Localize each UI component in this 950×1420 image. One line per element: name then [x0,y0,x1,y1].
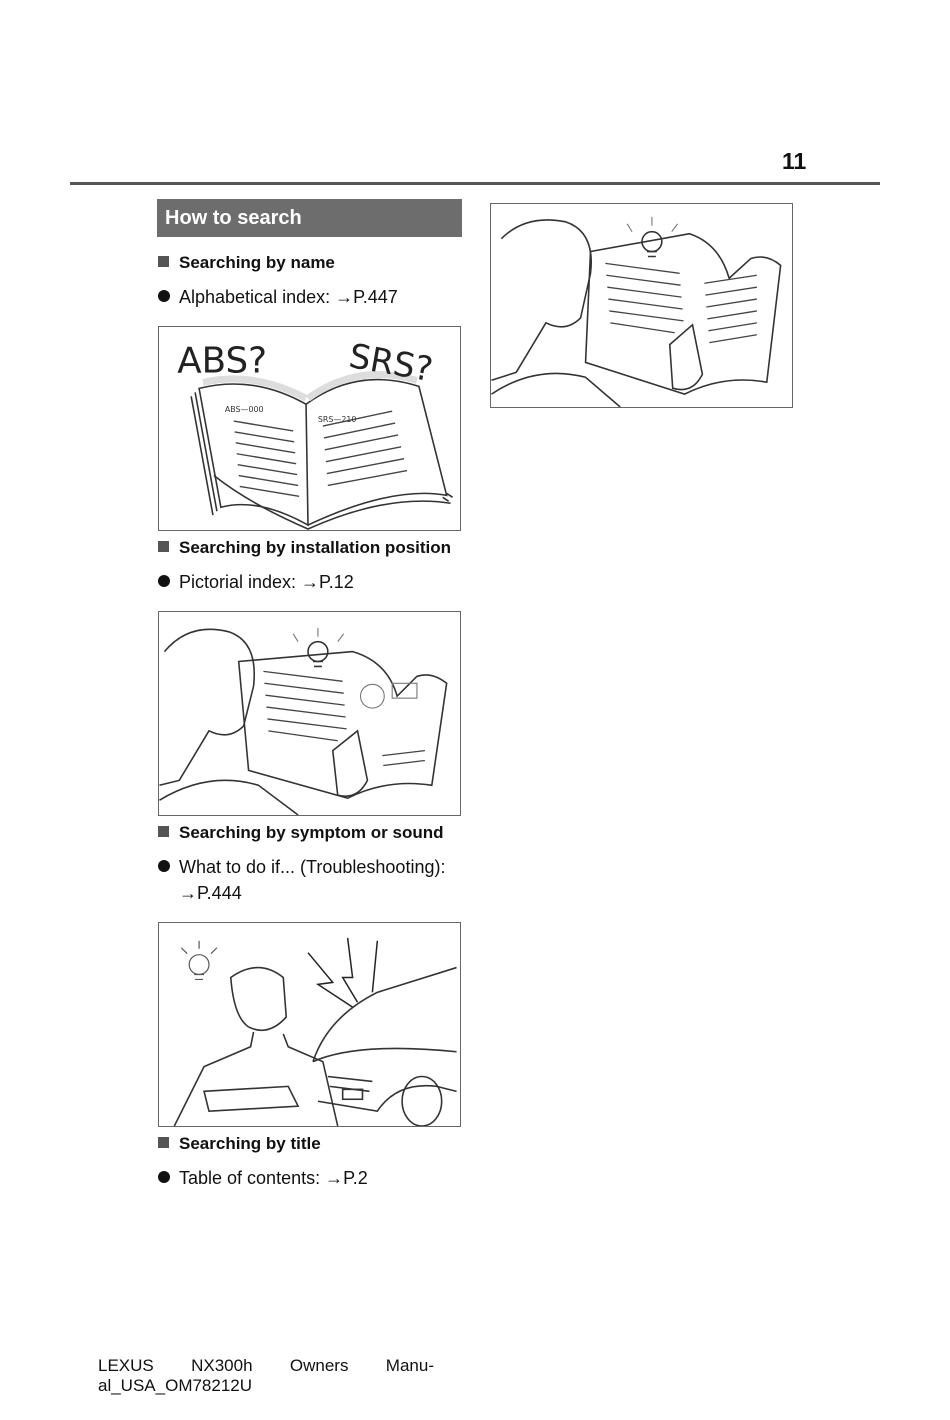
heading-text: Searching by symptom or sound [179,823,444,842]
bullet-text[interactable]: Alphabetical index: →P.447 [179,287,398,307]
footer [98,1356,434,1396]
figure-reader-pictorial [158,611,461,816]
heading-text: Searching by name [179,253,335,272]
bullet-text[interactable]: Table of contents: →P.2 [179,1168,368,1188]
srs-tag: SRS—210 [317,415,357,425]
bullet-text-line2[interactable]: →P.444 [179,883,242,903]
page-number: 11 [782,148,807,174]
round-bullet-icon [158,1171,170,1183]
heading-text: Searching by title [179,1134,321,1153]
bullet-table-of-contents [158,1165,368,1191]
footer-line-2: al_USA_OM78212U [98,1376,253,1395]
srs-label: SRS? [346,336,436,390]
figure-open-book-abs-srs [158,326,461,531]
footer-word: Manu- [385,1356,434,1375]
figure-person-and-car [158,922,461,1127]
round-bullet-icon [158,860,170,872]
square-bullet-icon [158,1137,169,1148]
footer-word: LEXUS [98,1356,154,1375]
heading-search-by-name [158,253,335,273]
heading-text: Searching by installation position [179,538,452,557]
square-bullet-icon [158,256,169,267]
open-book-illustration [159,327,460,530]
abs-label: ABS? [177,340,268,382]
footer-line-1 [98,1356,434,1376]
bullet-pictorial-index [158,569,354,595]
square-bullet-icon [158,826,169,837]
person-with-car-illustration [159,923,460,1126]
person-reading-illustration [159,612,460,815]
footer-word: Owners [289,1356,349,1375]
square-bullet-icon [158,541,169,552]
header-rule [70,182,880,185]
figure-reader-title [490,203,793,408]
round-bullet-icon [158,575,170,587]
heading-search-by-symptom [158,823,444,843]
bullet-troubleshooting [158,854,445,906]
heading-search-by-position [158,538,451,558]
footer-word: NX300h [191,1356,253,1375]
person-reading-book-illustration [491,204,792,407]
abs-tag: ABS—000 [224,405,264,415]
heading-search-by-title [158,1134,321,1154]
round-bullet-icon [158,290,170,302]
bullet-alphabetical-index [158,284,398,310]
bullet-text-line1: What to do if... (Troubleshooting): [179,857,446,877]
bullet-text[interactable]: Pictorial index: →P.12 [179,572,354,592]
section-title: How to search [157,199,462,237]
